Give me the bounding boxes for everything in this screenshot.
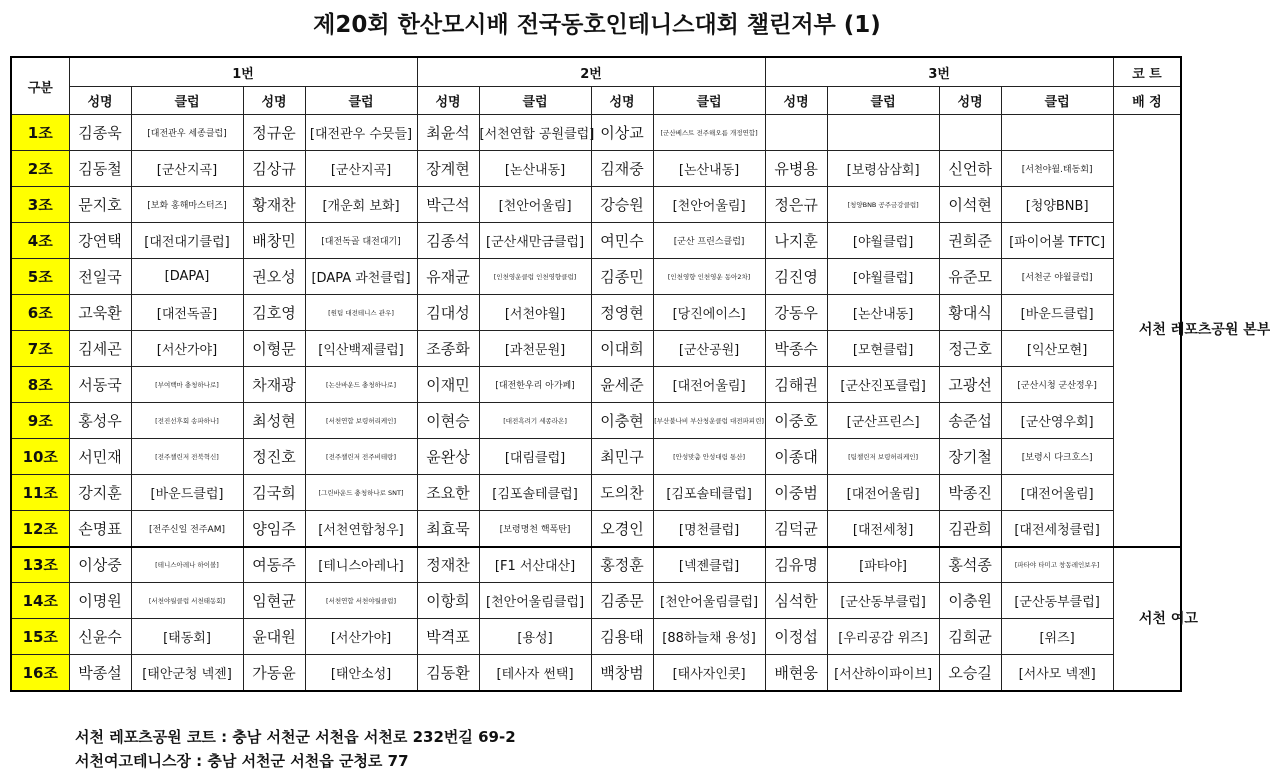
player-name: 이상교 [591, 115, 653, 151]
player-club: [원팀 대전테니스 관우] [305, 295, 417, 331]
player-club: [대전독골] [131, 295, 243, 331]
player-club: [바운드클럽] [1001, 295, 1113, 331]
player-club: [서산가야] [305, 619, 417, 655]
table-row [11, 439, 1181, 475]
player-name: 배창민 [243, 223, 305, 259]
table-row [11, 187, 1181, 223]
group-header: 구분 [11, 57, 69, 115]
player-name: 최성현 [243, 403, 305, 439]
player-name: 차재광 [243, 367, 305, 403]
player-club: [서천야월] [479, 295, 591, 331]
player-club: [군산동부클럽] [1001, 583, 1113, 619]
player-name: 여민수 [591, 223, 653, 259]
player-club: [군산프린스] [827, 403, 939, 439]
player-club: [보령시 다크호스] [1001, 439, 1113, 475]
player-name: 김재중 [591, 151, 653, 187]
player-club: [서천군 야월클럽] [1001, 259, 1113, 295]
player-name: 양임주 [243, 511, 305, 547]
court-assignment [1113, 115, 1270, 547]
player-name: 박종수 [765, 331, 827, 367]
group-label: 2조 [11, 151, 69, 187]
player-name: 이형문 [243, 331, 305, 367]
player-name: 황대식 [939, 295, 1001, 331]
player-club: [김포솔테클럽] [653, 475, 765, 511]
player-club: [서천연합 보령허리케인] [305, 403, 417, 439]
player-club: [서천야월클럽 서천태동회] [131, 583, 243, 619]
player-name: 서동국 [69, 367, 131, 403]
player-club: [위즈] [1001, 619, 1113, 655]
player-club: [DAPA 과천클럽] [305, 259, 417, 295]
table-row [11, 547, 1181, 583]
court-label: 서천 레포츠공원 본부 [1138, 322, 1270, 339]
group-label: 11조 [11, 475, 69, 511]
club-header: 클럽 [305, 87, 417, 115]
player-club: [전진선후회 송파하나] [131, 403, 243, 439]
player-club: [넥젠클럽] [653, 547, 765, 583]
player-name: 강지훈 [69, 475, 131, 511]
group-label: 1조 [11, 115, 69, 151]
player-club: [88하늘채 용성] [653, 619, 765, 655]
player-name: 이석현 [939, 187, 1001, 223]
player-name: 장계현 [417, 151, 479, 187]
player-club: [그린바운드 충청하나로 SNT] [305, 475, 417, 511]
player-name: 이종대 [765, 439, 827, 475]
player-name: 정근호 [939, 331, 1001, 367]
player-name: 김동환 [417, 655, 479, 691]
player-club: [군산동부클럽] [827, 583, 939, 619]
player-name: 오승길 [939, 655, 1001, 691]
player-name: 이대희 [591, 331, 653, 367]
player-club: [개운회 보화] [305, 187, 417, 223]
venue-address-2: 서천여고테니스장 : 충남 서천군 서천읍 군청로 77 [75, 752, 409, 770]
venue-address-1: 서천 레포츠공원 코트 : 충남 서천군 서천읍 서천로 232번길 69-2 [75, 728, 516, 746]
player-name: 서민재 [69, 439, 131, 475]
player-club: [파타야 타미고 창동레인보우] [1001, 547, 1113, 583]
player-club: [익산모현] [1001, 331, 1113, 367]
player-name: 김상규 [243, 151, 305, 187]
player-name: 김관희 [939, 511, 1001, 547]
club-header: 클럽 [653, 87, 765, 115]
player-name: 황재찬 [243, 187, 305, 223]
player-club: [인천영향 인천영운 동아2차] [653, 259, 765, 295]
player-club: [당진에이스] [653, 295, 765, 331]
player-club: [군산영우회] [1001, 403, 1113, 439]
player-name: 조요한 [417, 475, 479, 511]
player-name: 김종석 [417, 223, 479, 259]
player-club: [군산공원] [653, 331, 765, 367]
player-club: [파타야] [827, 547, 939, 583]
table-row [11, 511, 1181, 547]
player-name: 김덕균 [765, 511, 827, 547]
player-club: [서천연합 공원클럽] [479, 115, 591, 151]
page-title: 제20회 한산모시배 전국동호인테니스대회 챌린저부 (1) [313, 12, 881, 38]
player-club: [논산내동] [653, 151, 765, 187]
player-club: [논산바운드 충청하나로] [305, 367, 417, 403]
player-club: [과천문원] [479, 331, 591, 367]
player-club: [전주챌린저 전주비테랑] [305, 439, 417, 475]
player-club: [대림클럽] [479, 439, 591, 475]
player-club: [부여백마 충청하나로] [131, 367, 243, 403]
player-club: [보화 홍해마스터즈] [131, 187, 243, 223]
club-header: 클럽 [827, 87, 939, 115]
player-club: [F1 서산대산] [479, 547, 591, 583]
player-club: [DAPA] [131, 259, 243, 295]
player-club: [명천클럽] [653, 511, 765, 547]
player-club: [파이어볼 TFTC] [1001, 223, 1113, 259]
player-club: [전주챌린저 전북혁신] [131, 439, 243, 475]
player-name: 권희준 [939, 223, 1001, 259]
player-club: [태안소성] [305, 655, 417, 691]
player-name: 김유명 [765, 547, 827, 583]
group-label: 10조 [11, 439, 69, 475]
name-header: 성명 [765, 87, 827, 115]
player-club: [군산지곡] [305, 151, 417, 187]
group-label: 16조 [11, 655, 69, 691]
player-name: 나지훈 [765, 223, 827, 259]
player-club: [대전관우 세종클럽] [131, 115, 243, 151]
name-header: 성명 [939, 87, 1001, 115]
group-label: 3조 [11, 187, 69, 223]
player-name: 박격포 [417, 619, 479, 655]
player-name: 배현웅 [765, 655, 827, 691]
slot-header-2: 2번 [417, 57, 765, 87]
player-club: [전주신일 전주AM] [131, 511, 243, 547]
slot-header-1: 1번 [69, 57, 417, 87]
player-name: 고광선 [939, 367, 1001, 403]
player-name: 김국희 [243, 475, 305, 511]
player-name: 여동주 [243, 547, 305, 583]
court-assignment [1113, 547, 1198, 691]
player-club: [군산시청 군산정우] [1001, 367, 1113, 403]
player-name: 박종설 [69, 655, 131, 691]
player-name: 김호영 [243, 295, 305, 331]
table-row [11, 259, 1181, 295]
table-row [11, 295, 1181, 331]
player-club: [군산새만금클럽] [479, 223, 591, 259]
player-name: 김용태 [591, 619, 653, 655]
player-name: 이충현 [591, 403, 653, 439]
group-label: 12조 [11, 511, 69, 547]
table-row [11, 475, 1181, 511]
player-name: 전일국 [69, 259, 131, 295]
name-header: 성명 [243, 87, 305, 115]
slot-header-3: 3번 [765, 57, 1113, 87]
player-club: [태사자인콧] [653, 655, 765, 691]
player-club: [대전독골 대전대기] [305, 223, 417, 259]
player-name [939, 115, 1001, 151]
player-club: [태동회] [131, 619, 243, 655]
player-name [765, 115, 827, 151]
player-name: 최효묵 [417, 511, 479, 547]
player-name: 정영현 [591, 295, 653, 331]
player-name: 유재균 [417, 259, 479, 295]
player-name: 김진영 [765, 259, 827, 295]
player-name: 박근석 [417, 187, 479, 223]
group-label: 8조 [11, 367, 69, 403]
player-name: 홍석종 [939, 547, 1001, 583]
player-name: 정재찬 [417, 547, 479, 583]
player-club: [바운드클럽] [131, 475, 243, 511]
player-club [1001, 115, 1113, 151]
player-name: 김종문 [591, 583, 653, 619]
player-club: [야월클럽] [827, 259, 939, 295]
player-club: [천안어울림클럽] [479, 583, 591, 619]
group-label: 4조 [11, 223, 69, 259]
player-name: 문지호 [69, 187, 131, 223]
player-club: [천안어울림] [653, 187, 765, 223]
player-club: [대전어울림] [653, 367, 765, 403]
group-label: 6조 [11, 295, 69, 331]
player-name: 조종화 [417, 331, 479, 367]
player-name: 이재민 [417, 367, 479, 403]
table-row [11, 655, 1181, 691]
player-club: [김포솔테클럽] [479, 475, 591, 511]
player-club: [청양BNB 공주금강클럽] [827, 187, 939, 223]
player-name: 김동철 [69, 151, 131, 187]
player-club: [대전어울림] [1001, 475, 1113, 511]
player-name: 이충원 [939, 583, 1001, 619]
player-club [827, 115, 939, 151]
player-club: [천안어울림클럽] [653, 583, 765, 619]
player-name: 이항희 [417, 583, 479, 619]
player-name: 김해권 [765, 367, 827, 403]
court-header-bottom: 배 정 [1113, 87, 1181, 115]
player-name: 유병용 [765, 151, 827, 187]
player-name: 윤대원 [243, 619, 305, 655]
player-name: 이중범 [765, 475, 827, 511]
club-header: 클럽 [131, 87, 243, 115]
club-header: 클럽 [1001, 87, 1113, 115]
player-club: [논산내동] [479, 151, 591, 187]
player-club: [대전관우 수믓들] [305, 115, 417, 151]
player-name: 이상중 [69, 547, 131, 583]
player-name: 심석한 [765, 583, 827, 619]
group-label: 5조 [11, 259, 69, 295]
player-name: 김희균 [939, 619, 1001, 655]
table-row [11, 403, 1181, 439]
player-name: 송준섭 [939, 403, 1001, 439]
player-club: [대전세청클럽] [1001, 511, 1113, 547]
player-name: 이현승 [417, 403, 479, 439]
player-name: 정진호 [243, 439, 305, 475]
player-name: 고욱환 [69, 295, 131, 331]
group-label: 15조 [11, 619, 69, 655]
player-name: 이명원 [69, 583, 131, 619]
group-label: 7조 [11, 331, 69, 367]
court-header-top: 코 트 [1113, 57, 1181, 87]
player-club: [대전어울림] [827, 475, 939, 511]
player-club: [서사모 넥젠] [1001, 655, 1113, 691]
player-club: [군산 프린스클럽] [653, 223, 765, 259]
player-club: [서산가야] [131, 331, 243, 367]
player-name: 손명표 [69, 511, 131, 547]
player-club: [우리공감 위즈] [827, 619, 939, 655]
player-club: [군산지곡] [131, 151, 243, 187]
table-row [11, 151, 1181, 187]
player-club: [대전흑려기 세종라온] [479, 403, 591, 439]
player-club: [대전한우리 아가페] [479, 367, 591, 403]
player-name: 백창범 [591, 655, 653, 691]
table-row [11, 583, 1181, 619]
table-row [11, 223, 1181, 259]
player-name: 윤완상 [417, 439, 479, 475]
player-club: [서산하이파이브] [827, 655, 939, 691]
name-header: 성명 [69, 87, 131, 115]
name-header: 성명 [417, 87, 479, 115]
table-row [11, 367, 1181, 403]
player-club: [서천연합 서천야월클럽] [305, 583, 417, 619]
player-club: [안성맞춤 안성대림 통산] [653, 439, 765, 475]
player-name: 유준모 [939, 259, 1001, 295]
player-name: 권오성 [243, 259, 305, 295]
club-header: 클럽 [479, 87, 591, 115]
player-club: [테니스아레나] [305, 547, 417, 583]
player-name: 임현균 [243, 583, 305, 619]
bracket-table [10, 56, 1270, 692]
player-club: [테사자 썬택] [479, 655, 591, 691]
table-row [11, 115, 1181, 151]
player-name: 최민구 [591, 439, 653, 475]
player-name: 정은규 [765, 187, 827, 223]
player-name: 도의찬 [591, 475, 653, 511]
player-name: 정규운 [243, 115, 305, 151]
player-club: [테니스아레나 하이볼] [131, 547, 243, 583]
player-name: 강승원 [591, 187, 653, 223]
player-name: 박종진 [939, 475, 1001, 511]
player-club: [대전대기클럽] [131, 223, 243, 259]
group-label: 14조 [11, 583, 69, 619]
player-club: [군산베스트 전주해오름 개정연합] [653, 115, 765, 151]
name-header: 성명 [591, 87, 653, 115]
player-name: 가동윤 [243, 655, 305, 691]
player-club: [군산진포클럽] [827, 367, 939, 403]
player-club: [천안어울림] [479, 187, 591, 223]
player-club: [용성] [479, 619, 591, 655]
player-club: [부산불나비 부산청운클럽 대전파피린] [653, 403, 765, 439]
player-name: 윤세준 [591, 367, 653, 403]
table-row [11, 619, 1181, 655]
player-name: 신언하 [939, 151, 1001, 187]
court-label: 서천 여고 [1138, 610, 1198, 627]
player-name: 김종민 [591, 259, 653, 295]
player-club: [서천연합청우] [305, 511, 417, 547]
player-club: [청양BNB] [1001, 187, 1113, 223]
player-club: [팀챌린저 보령허리케인] [827, 439, 939, 475]
player-club: [보령명천 핵폭탄] [479, 511, 591, 547]
player-name: 강동우 [765, 295, 827, 331]
player-name: 장기철 [939, 439, 1001, 475]
player-name: 오경인 [591, 511, 653, 547]
group-label: 13조 [11, 547, 69, 583]
player-name: 김세곤 [69, 331, 131, 367]
player-club: [서천야월.태동회] [1001, 151, 1113, 187]
player-club: [논산내동] [827, 295, 939, 331]
table-row [11, 331, 1181, 367]
player-club: [야월클럽] [827, 223, 939, 259]
group-label: 9조 [11, 403, 69, 439]
player-name: 신윤수 [69, 619, 131, 655]
player-name: 최윤석 [417, 115, 479, 151]
player-club: [인천영운클럽 인천영향클럽] [479, 259, 591, 295]
player-club: [모현클럽] [827, 331, 939, 367]
player-name: 김종욱 [69, 115, 131, 151]
player-club: [익산백제클럽] [305, 331, 417, 367]
player-club: [대전세청] [827, 511, 939, 547]
player-club: [태안군청 넥젠] [131, 655, 243, 691]
player-name: 강연택 [69, 223, 131, 259]
player-name: 홍성우 [69, 403, 131, 439]
player-name: 홍정훈 [591, 547, 653, 583]
player-name: 이중호 [765, 403, 827, 439]
player-club: [보령삼삼회] [827, 151, 939, 187]
player-name: 이정섭 [765, 619, 827, 655]
player-name: 김대성 [417, 295, 479, 331]
